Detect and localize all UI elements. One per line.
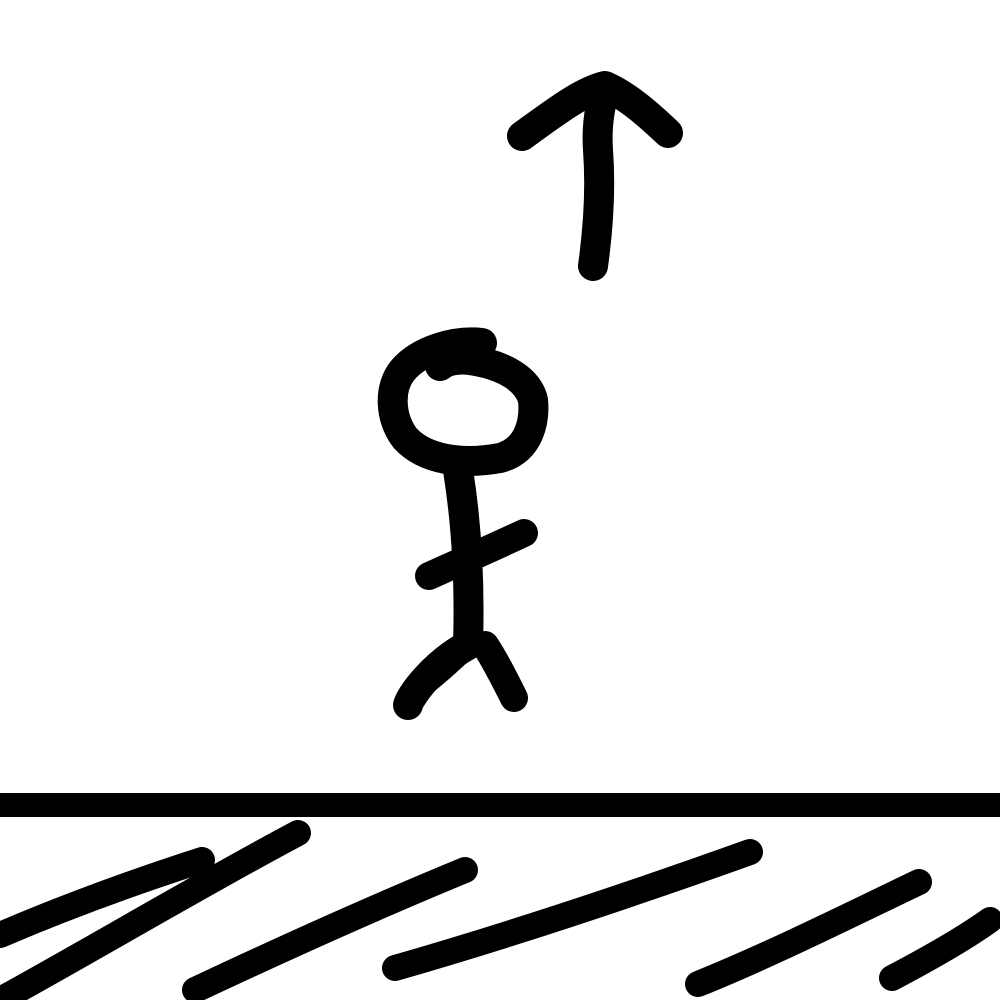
arrow-shaft xyxy=(593,88,605,266)
